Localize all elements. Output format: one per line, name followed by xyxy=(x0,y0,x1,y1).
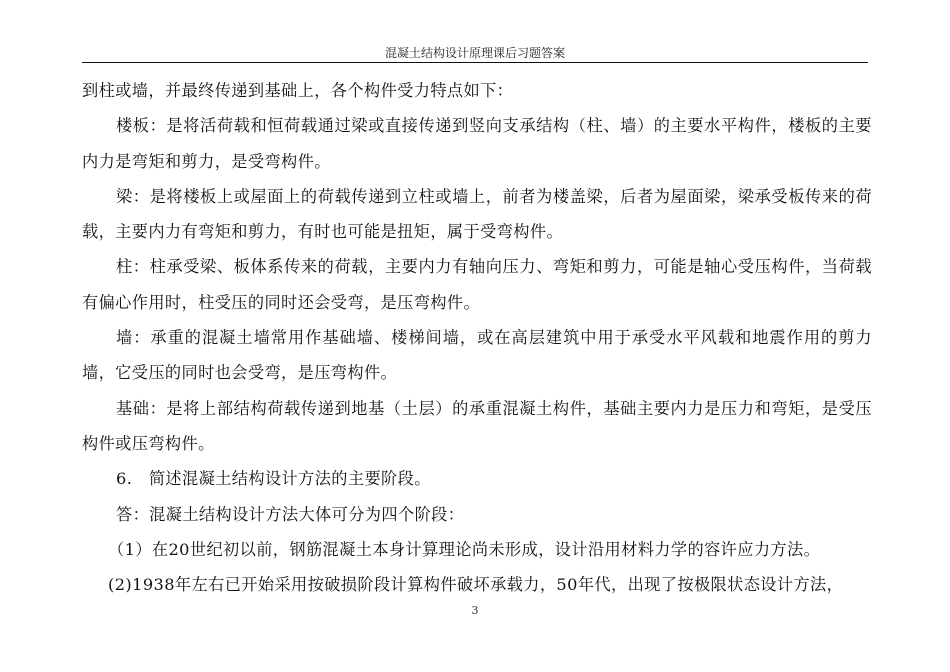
paragraph-slab: 楼板：是将活荷载和恒荷载通过梁或直接传递到竖向支承结构（柱、墙）的主要水平构件，楼板的主要内力是弯矩和剪力，是受弯构件。 xyxy=(82,116,872,171)
answer-stage-1: （1）在20世纪初以前，钢筋混凝土本身计算理论尚未形成，设计沿用材料力学的容许应力方法。 xyxy=(108,539,821,559)
paragraph-wall: 墙：承重的混凝土墙常用作基础墙、楼梯间墙，或在高层建筑中用于承受水平风载和地震作用的剪力墙，它受压的同时也会受弯，是压弯构件。 xyxy=(82,328,872,383)
page-body xyxy=(82,73,872,602)
running-header: 混凝土结构设计原理课后习题答案 xyxy=(384,46,565,60)
paragraph-beam: 梁：是将楼板上或屋面上的荷载传递到立柱或墙上，前者为楼盖梁，后者为屋面梁，梁承受板传来的荷载，主要内力有弯矩和剪力，有时也可能是扭矩，属于受弯构件。 xyxy=(82,186,872,242)
paragraph-column: 柱：柱承受梁、板体系传来的荷载，主要内力有轴向压力、弯矩和剪力，可能是轴心受压构件，当荷载有偏心作用时，柱受压的同时还会受弯，是压弯构件。 xyxy=(82,257,872,312)
page-number: 3 xyxy=(471,604,479,617)
header-rule xyxy=(82,62,868,63)
paragraph-continuation: 到柱或墙，并最终传递到基础上，各个构件受力特点如下： xyxy=(82,81,514,100)
answer-stage-2: (2)1938年左右已开始采用按破损阶段计算构件破坏承载力，50年代，出现了按极限状态设计方法， xyxy=(108,575,844,595)
question-6: 6. 简述混凝土结构设计方法的主要阶段。 xyxy=(116,469,431,489)
paragraph-foundation: 基础：是将上部结构荷载传递到地基（土层）的承重混凝土构件，基础主要内力是压力和弯矩，是受压构件或压弯构件。 xyxy=(82,398,872,453)
answer-intro: 答：混凝土结构设计方法大体可分为四个阶段： xyxy=(116,504,465,524)
